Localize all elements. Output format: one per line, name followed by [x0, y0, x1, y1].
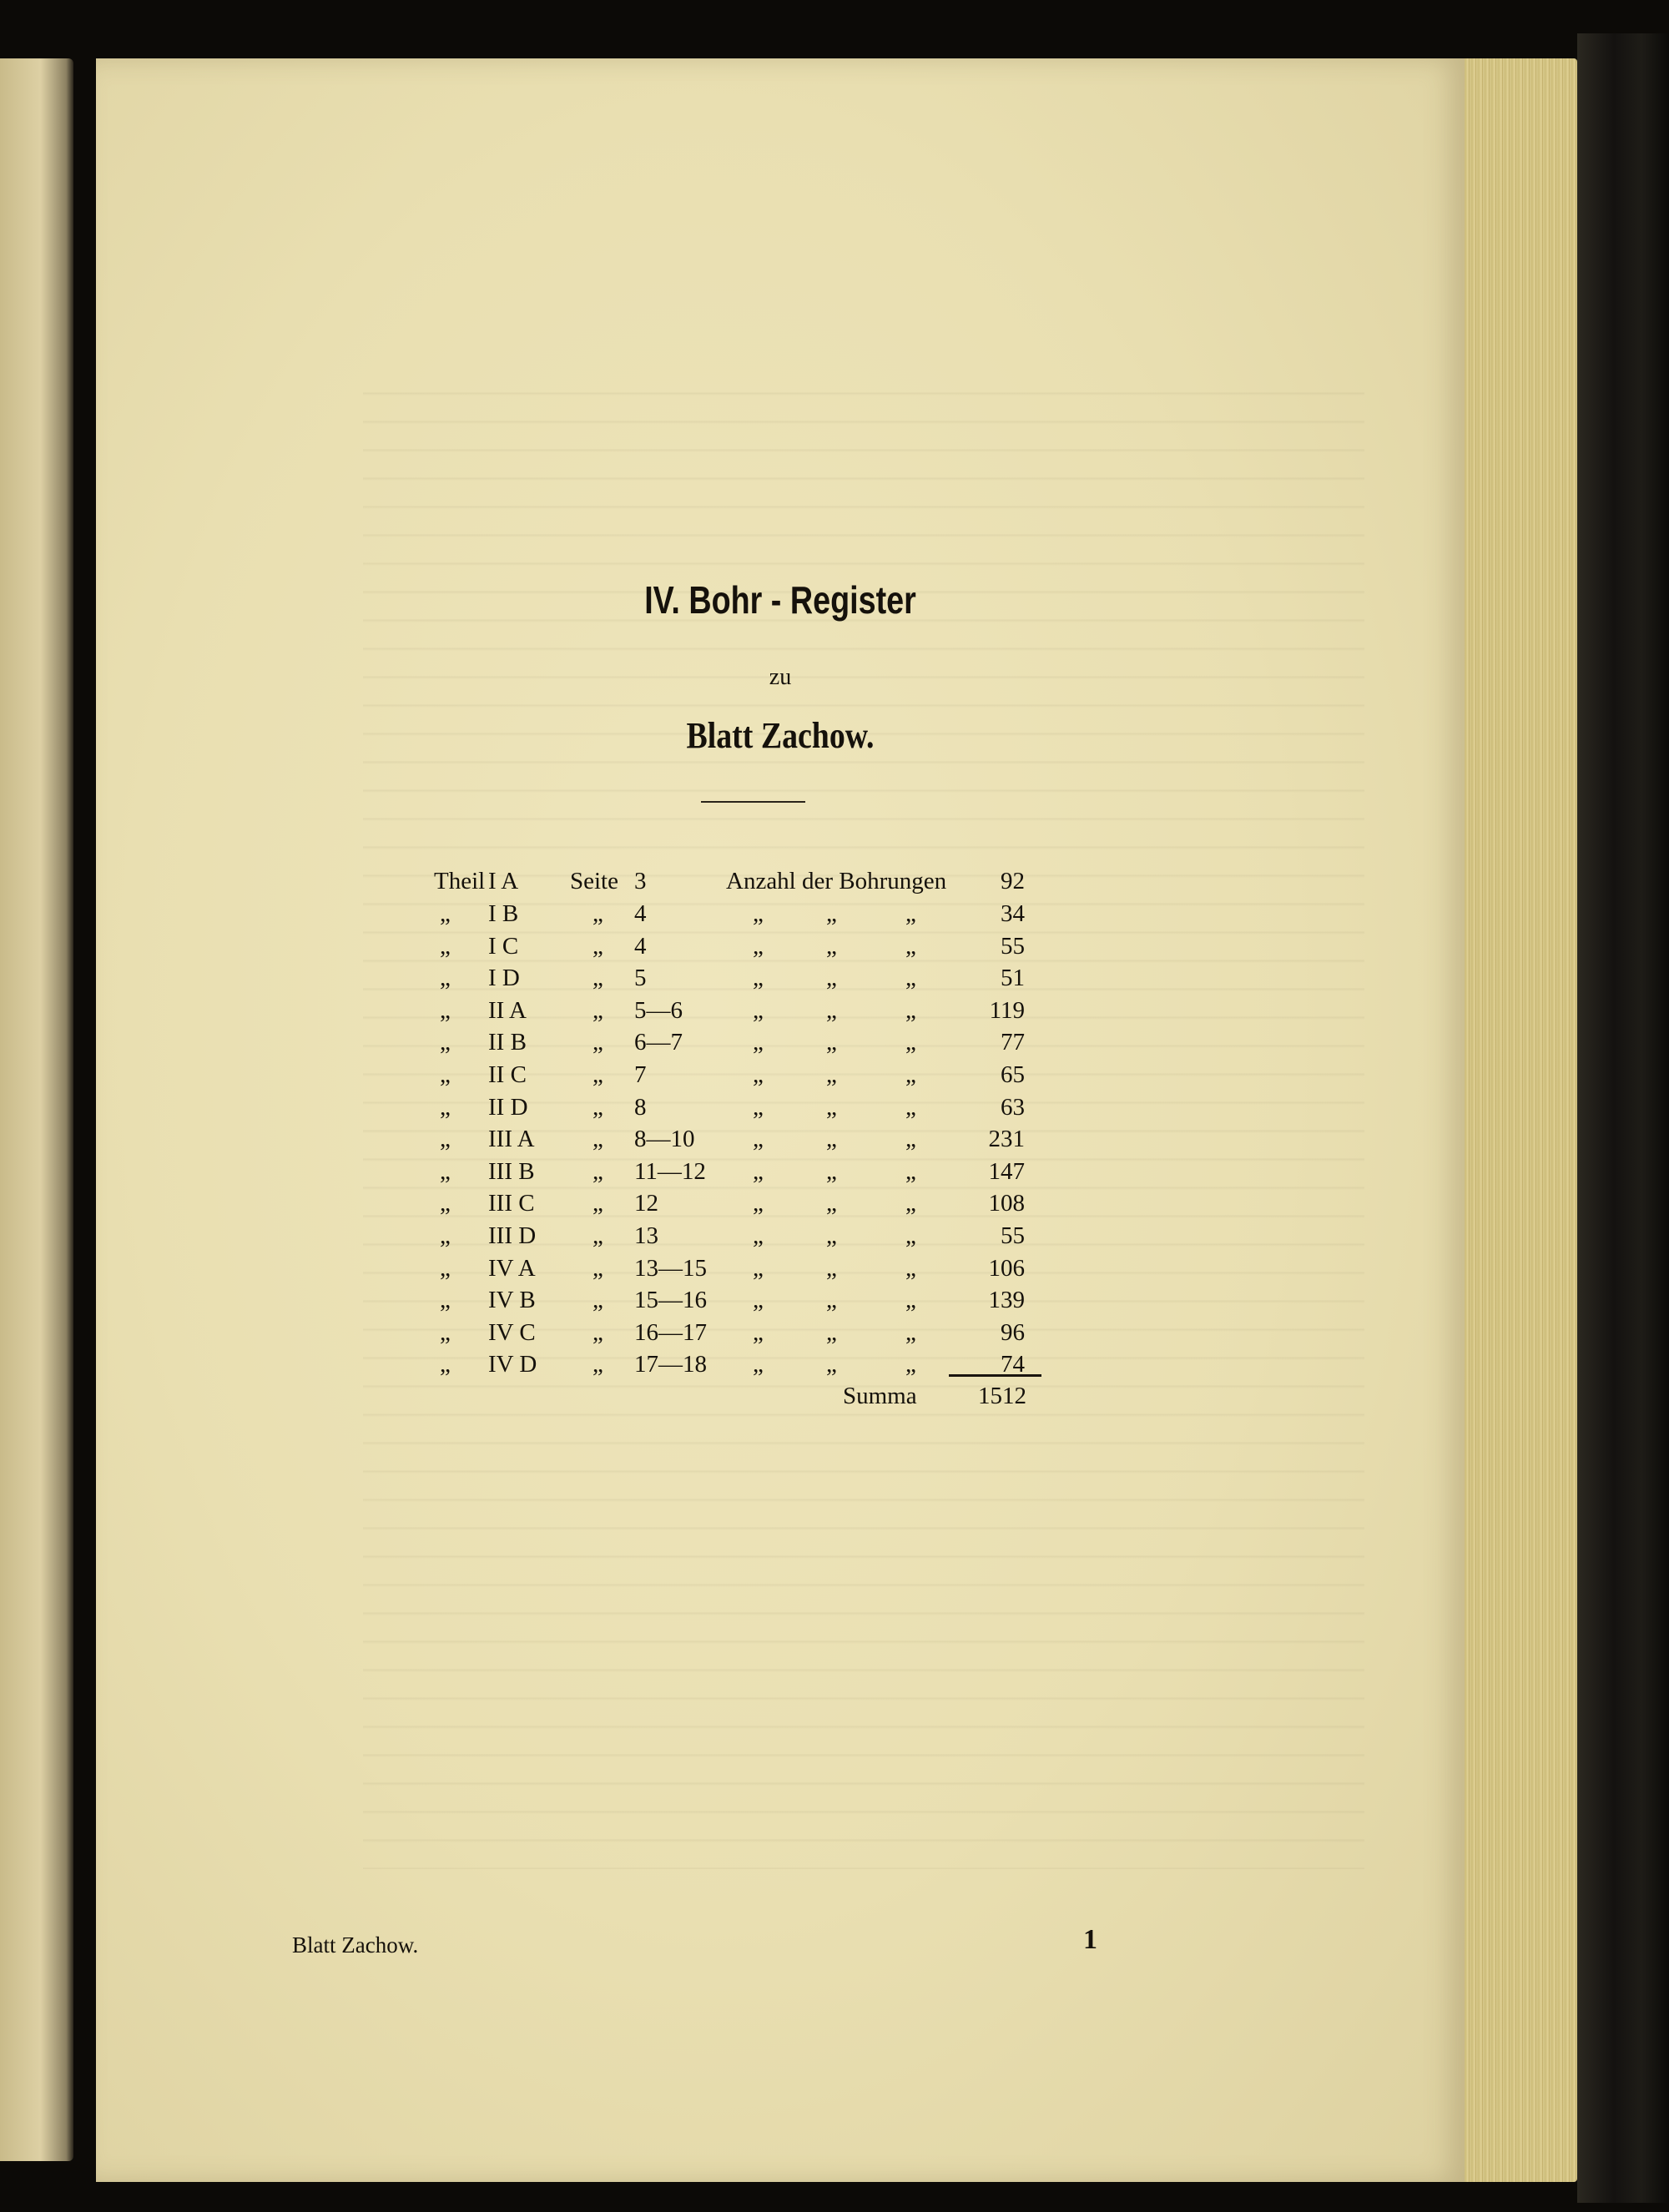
- ditto-mark: „: [753, 1190, 764, 1217]
- ditto-mark: „: [753, 1029, 764, 1056]
- book-binding: [1577, 33, 1669, 2203]
- pages-cell: 8—10: [634, 1126, 695, 1153]
- table-row: [96, 961, 1465, 995]
- part-cell: III A: [488, 1126, 535, 1153]
- count-cell: 55: [1001, 1222, 1025, 1249]
- count-cell: 119: [989, 996, 1025, 1024]
- ditto-mark: „: [440, 1254, 451, 1282]
- ditto-mark: „: [753, 996, 764, 1024]
- book-page: [96, 58, 1465, 2182]
- ditto-mark: „: [440, 996, 451, 1024]
- pages-cell: 11—12: [634, 1157, 706, 1185]
- ditto-mark: „: [440, 1351, 451, 1378]
- ditto-mark: „: [905, 1287, 916, 1314]
- table-row: [96, 1025, 1465, 1059]
- pages-cell: 5—6: [634, 996, 683, 1024]
- ditto-mark: „: [592, 1061, 603, 1088]
- table-row: [96, 930, 1465, 963]
- page-edge-stack: [1456, 58, 1577, 2182]
- ditto-mark: „: [440, 900, 451, 927]
- table-row: [96, 1122, 1465, 1156]
- ditto-mark: „: [905, 932, 916, 960]
- pages-cell: 7: [634, 1061, 647, 1088]
- count-cell: 77: [1001, 1029, 1025, 1056]
- borehole-register-table: [96, 58, 1465, 1560]
- ditto-mark: „: [440, 1093, 451, 1121]
- pages-cell: 16—17: [634, 1318, 707, 1346]
- part-label: I A: [488, 868, 519, 894]
- ditto-mark: „: [826, 932, 837, 960]
- ditto-mark: „: [905, 1029, 916, 1056]
- count-cell: 108: [988, 1190, 1025, 1217]
- ditto-mark: „: [440, 1318, 451, 1346]
- ditto-mark: „: [905, 1351, 916, 1378]
- table-row: [96, 1316, 1465, 1349]
- pages-cell: 13: [634, 1222, 658, 1249]
- ditto-mark: „: [592, 932, 603, 960]
- ditto-mark: „: [753, 1222, 764, 1249]
- ditto-mark: „: [826, 965, 837, 992]
- table-row: [96, 1348, 1465, 1381]
- ditto-mark: „: [905, 965, 916, 992]
- part-cell: III B: [488, 1157, 535, 1185]
- count-cell: 74: [1001, 1351, 1025, 1378]
- count-cell: 51: [1001, 965, 1025, 992]
- ditto-mark: „: [592, 1157, 603, 1185]
- ditto-mark: „: [826, 1126, 837, 1153]
- ditto-mark: „: [905, 1093, 916, 1121]
- table-row: [96, 1219, 1465, 1252]
- ditto-mark: „: [826, 1254, 837, 1282]
- ditto-mark: „: [592, 1029, 603, 1056]
- ditto-mark: „: [592, 1287, 603, 1314]
- part-cell: II A: [488, 996, 527, 1024]
- ditto-mark: „: [905, 1254, 916, 1282]
- ditto-mark: „: [826, 996, 837, 1024]
- ditto-mark: „: [592, 1093, 603, 1121]
- part-cell: I D: [488, 965, 520, 992]
- count-cell: 63: [1001, 1093, 1025, 1121]
- ditto-mark: „: [826, 1222, 837, 1249]
- part-cell: IV B: [488, 1287, 536, 1314]
- summa-value: 1512: [978, 1383, 1026, 1409]
- part-cell: IV D: [488, 1351, 537, 1378]
- ditto-mark: „: [753, 1061, 764, 1088]
- ditto-mark: „: [440, 932, 451, 960]
- ditto-mark: „: [826, 900, 837, 927]
- count-cell: 65: [1001, 1061, 1025, 1088]
- part-cell: I B: [488, 900, 519, 927]
- part-cell: IV A: [488, 1254, 536, 1282]
- ditto-mark: „: [440, 1061, 451, 1088]
- pages-cell: 8: [634, 1093, 647, 1121]
- ditto-mark: „: [753, 1157, 764, 1185]
- ditto-mark: „: [826, 1190, 837, 1217]
- ditto-mark: „: [753, 1351, 764, 1378]
- count-cell: 139: [988, 1287, 1025, 1314]
- part-cell: III D: [488, 1222, 537, 1249]
- part-cell: III C: [488, 1190, 535, 1217]
- pages-cell: 17—18: [634, 1351, 707, 1378]
- table-row: [96, 1187, 1465, 1220]
- ditto-mark: „: [440, 1287, 451, 1314]
- table-row: [96, 1091, 1465, 1124]
- ditto-mark: „: [826, 1093, 837, 1121]
- register-heading: IV. Bohr - Register: [644, 578, 916, 622]
- sheet-title: Blatt Zachow.: [686, 715, 875, 756]
- table-header-row: [96, 864, 1465, 898]
- connector-word: zu: [769, 664, 792, 690]
- summa-label: Summa: [843, 1383, 917, 1409]
- ditto-mark: „: [905, 1061, 916, 1088]
- table-row: [96, 1155, 1465, 1188]
- ditto-mark: „: [592, 1126, 603, 1153]
- table-row: [96, 994, 1465, 1027]
- part-cell: I C: [488, 932, 519, 960]
- ditto-mark: „: [905, 1190, 916, 1217]
- count-cell: 96: [1001, 1318, 1025, 1346]
- count-cell: 231: [988, 1126, 1025, 1153]
- count-cell: 34: [1001, 900, 1025, 927]
- anzahl-label: Anzahl der Bohrungen: [726, 868, 947, 894]
- ditto-mark: „: [753, 1126, 764, 1153]
- ditto-mark: „: [440, 1126, 451, 1153]
- ditto-mark: „: [826, 1351, 837, 1378]
- pages-cell: 15—16: [634, 1287, 707, 1314]
- seite-label: Seite: [570, 868, 618, 894]
- pages-cell: 4: [634, 900, 647, 927]
- count-cell: 106: [988, 1254, 1025, 1282]
- ditto-mark: „: [905, 996, 916, 1024]
- ditto-mark: „: [905, 900, 916, 927]
- pages-cell: 5: [634, 965, 647, 992]
- ditto-mark: „: [826, 1029, 837, 1056]
- ditto-mark: „: [826, 1287, 837, 1314]
- ditto-mark: „: [592, 1351, 603, 1378]
- ditto-mark: „: [592, 1254, 603, 1282]
- ditto-mark: „: [753, 1318, 764, 1346]
- pages-cell: 13—15: [634, 1254, 707, 1282]
- ditto-mark: „: [753, 1093, 764, 1121]
- ditto-mark: „: [440, 1222, 451, 1249]
- ditto-mark: „: [905, 1157, 916, 1185]
- ditto-mark: „: [905, 1318, 916, 1346]
- ditto-mark: „: [905, 1222, 916, 1249]
- ditto-mark: „: [753, 1287, 764, 1314]
- part-cell: II D: [488, 1093, 528, 1121]
- count-cell: 147: [988, 1157, 1025, 1185]
- ditto-mark: „: [592, 965, 603, 992]
- ditto-mark: „: [440, 1157, 451, 1185]
- ditto-mark: „: [592, 1190, 603, 1217]
- ditto-mark: „: [440, 965, 451, 992]
- part-cell: II C: [488, 1061, 527, 1088]
- part-cell: II B: [488, 1029, 527, 1056]
- ditto-mark: „: [753, 932, 764, 960]
- page-number: 1: [1083, 1924, 1097, 1955]
- ditto-mark: „: [905, 1126, 916, 1153]
- ditto-mark: „: [826, 1157, 837, 1185]
- count-cell: 55: [1001, 932, 1025, 960]
- footer-sheet-name: Blatt Zachow.: [292, 1932, 419, 1958]
- table-row: [96, 1058, 1465, 1091]
- pages-cell: 6—7: [634, 1029, 683, 1056]
- part-cell: IV C: [488, 1318, 536, 1346]
- sum-rule: [949, 1374, 1041, 1377]
- ditto-mark: „: [753, 965, 764, 992]
- facing-page-edge: [0, 58, 73, 2161]
- table-row: [96, 1252, 1465, 1285]
- ditto-mark: „: [592, 1318, 603, 1346]
- ditto-mark: „: [440, 1029, 451, 1056]
- table-row: [96, 897, 1465, 930]
- pages-cell: 4: [634, 932, 647, 960]
- ditto-mark: „: [826, 1061, 837, 1088]
- pages-cell: 12: [634, 1190, 658, 1217]
- theil-label: Theil: [434, 868, 486, 894]
- count-value: 92: [1001, 868, 1025, 894]
- ditto-mark: „: [592, 900, 603, 927]
- ditto-mark: „: [753, 1254, 764, 1282]
- ditto-mark: „: [592, 996, 603, 1024]
- table-row: [96, 1283, 1465, 1317]
- ditto-mark: „: [753, 900, 764, 927]
- ditto-mark: „: [592, 1222, 603, 1249]
- pages-value: 3: [634, 868, 647, 894]
- ditto-mark: „: [440, 1190, 451, 1217]
- ditto-mark: „: [826, 1318, 837, 1346]
